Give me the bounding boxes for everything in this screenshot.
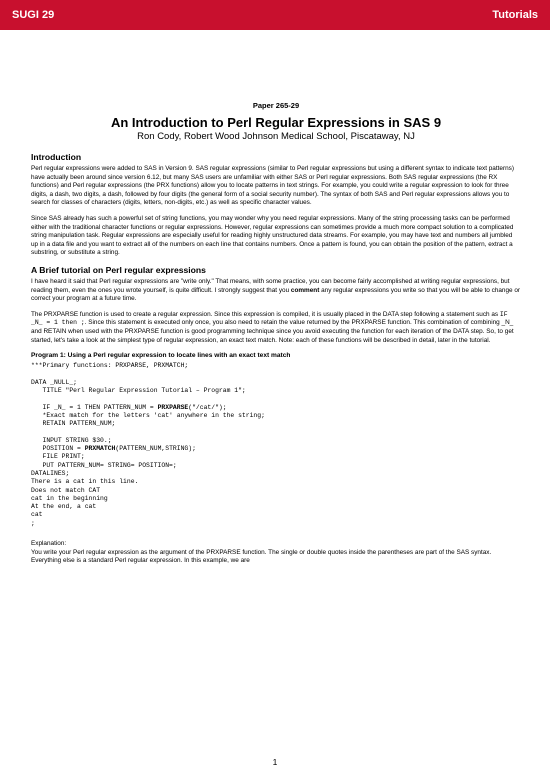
code-line: IF _N_ = 1 THEN PATTERN_NUM = PRXPARSE("/cat/"); [31, 403, 227, 411]
tutorial-p1-text-b: any regular expressions you write so that you will be able to change or correct your program at a future time. [31, 286, 521, 303]
code-line [31, 395, 521, 403]
tutorial-p2-code: IF _N_ = 1 then ; [31, 310, 508, 327]
intro-paragraph-2: Since SAS already has such a powerful set of string functions, you may wonder why you need regular expressions. Many of the string processing tasks can be performed either with the traditional character functions or regular expressions. However, regular expressions can sometimes provide a much more compact solution to a complicated string manipulation task. Regular expressions are especially useful for reading highly unstructured data streams. For example, you may have text and numbers all jumbled up in a data file and you want to extract all of the numbers on each line that contains numbers. Once a pattern is found, you can obtain the position of the pattern, extract a substring, or substitute a string. [31, 214, 514, 257]
code-line: ; [31, 519, 35, 527]
intro-heading: Introduction [31, 152, 82, 162]
code-line: There is a cat in this line. [31, 478, 139, 486]
code-line: POSITION = PRXMATCH(PATTERN_NUM,STRING); [31, 445, 196, 453]
code-line: INPUT STRING $30.; [31, 436, 112, 444]
code-line: *Exact match for the letters 'cat' anywhere in the string; [31, 411, 265, 419]
tutorial-paragraph-2 [31, 311, 521, 345]
explanation [31, 540, 521, 566]
tutorial-paragraph-1 [31, 278, 521, 304]
tutorial-p1-bold: comment [290, 286, 320, 294]
paper-title: An Introduction to Perl Regular Expressions in SAS 9 [110, 115, 442, 130]
code-line [31, 370, 521, 378]
code-line: cat [31, 511, 43, 519]
explanation-label: Explanation: [31, 540, 67, 548]
code-line: DATA _NULL_; [31, 378, 78, 386]
page-number: 1 [272, 757, 278, 767]
code-line: ***Primary functions: PRXPARSE, PRXMATCH; [31, 362, 189, 370]
code-line: Does not match CAT [31, 486, 101, 494]
explanation-text: You write your Perl regular expression as the argument of the PRXPARSE function. The single or double quotes inside the parentheses are part of the SAS syntax. Everything else is a standard Perl regular expression. In this example, we are [31, 548, 492, 565]
tutorial-heading: A Brief tutorial on Perl regular expressions [31, 264, 206, 275]
page-body [31, 101, 521, 573]
code-line: TITLE "Perl Regular Expression Tutorial – Program 1"; [31, 386, 246, 394]
paper-number: Paper 265-29 [252, 101, 300, 110]
intro-paragraph-1: Perl regular expressions were added to SAS in Version 9. SAS regular expressions (similar to Perl regular expressions but using a different syntax to indicate text patterns) have actually been around since version 6.12, but many SAS users are unfamiliar with either SAS or Perl regular expressions. Both SAS regular expressions (the RX functions) and Perl regular expressions (the PRX functions) allow you to locate patterns in text strings. For example, you could write a regular expression to look for three digits, a dash, two digits, a dash, followed by four digits (the general form of a social security number). The syntax of both SAS and Perl regular expressions allows you to search for classes of characters (digits, letters, non-digits, etc.) as well as specific character values. [31, 165, 514, 207]
program-1-title: Program 1: Using a Perl regular expression to locate lines with an exact text match [31, 352, 291, 360]
code-line: RETAIN PATTERN_NUM; [31, 420, 116, 428]
code-line: DATALINES; [31, 469, 70, 477]
authors: Ron Cody, Robert Wood Johnson Medical School, Piscataway, NJ [137, 131, 415, 142]
tutorial-p2-text-b: . Since this statement is executed only once, you also need to retain the value returned by the PRXPARSE function. This combination of combining _N_ and RETAIN when used with the PRXPARSE function is good programming technique since you avoid executing the function for each iteration of the DATA step. So, to get started, let's take a look at the simplest type of regular expression, an exact text match. Note: each of these functions will be described in detail, later in the tutorial. [31, 319, 514, 344]
tutorial-p2-text-a: The PRXPARSE function is used to create a regular expression. Since this expression is compiled, it is usually placed in the DATA step following a statement such as [31, 310, 500, 318]
code-line: PUT PATTERN_NUM= STRING= POSITION=; [31, 461, 177, 469]
code-line [31, 428, 521, 436]
header-right: Tutorials [492, 9, 538, 21]
tutorial-p1-text-a: I have heard it said that Perl regular expressions are "write only." That means, with some practice, you can become fairly accomplished at writing regular expressions, but reading them, even the ones you wrote yourself, is quite difficult. I strongly suggest that you [31, 277, 510, 294]
program-1-code [31, 362, 521, 528]
code-line: At the end, a cat [31, 503, 97, 511]
header-left: SUGI 29 [12, 9, 55, 21]
code-line: FILE PRINT; [31, 453, 85, 461]
header-banner [0, 0, 550, 30]
code-line: cat in the beginning [31, 494, 108, 502]
